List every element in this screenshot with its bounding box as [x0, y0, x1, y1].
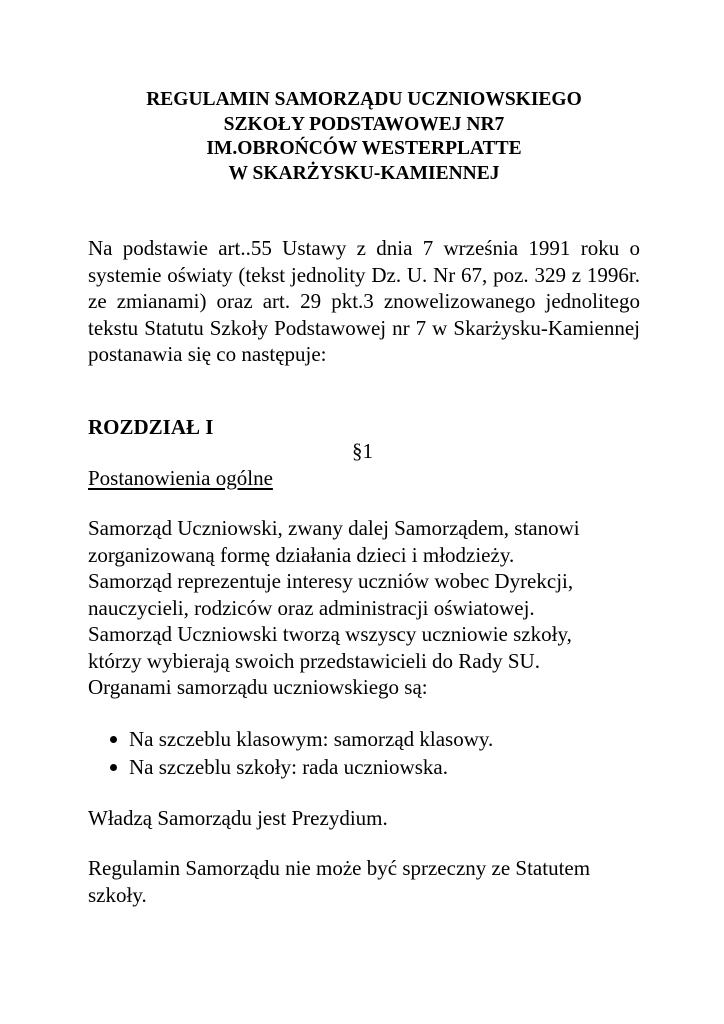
body-paragraph [88, 515, 640, 701]
body-line: Samorząd reprezentuje interesy uczniów wobec Dyrekcji, [88, 569, 574, 593]
closing-paragraph [88, 855, 640, 908]
body-line: Samorząd Uczniowski tworzą wszyscy uczniowie szkoły, [88, 622, 572, 646]
authority-paragraph: Władzą Samorządu jest Prezydium. [88, 805, 388, 830]
closing-line: szkoły. [88, 882, 147, 907]
document-title [88, 88, 640, 186]
body-line: nauczycieli, rodziców oraz administracji oświatowej. [88, 595, 535, 620]
body-line: Samorząd Uczniowski, zwany dalej Samorządem, stanowi [88, 516, 580, 540]
chapter-heading: ROZDZIAŁ I [88, 414, 214, 439]
section-title: Postanowienia ogólne [88, 465, 273, 490]
document-page [88, 88, 640, 908]
bullet-icon [110, 764, 117, 771]
title-line-3: IM.OBROŃCÓW WESTERPLATTE [206, 138, 522, 159]
paragraph-sign: §1 [352, 439, 373, 463]
closing-line: Regulamin Samorządu nie może być sprzeczny ze Statutem [88, 856, 591, 880]
list-item [88, 725, 640, 753]
title-line-2: SZKOŁY PODSTAWOWEJ NR7 [223, 113, 505, 135]
list-item [88, 753, 640, 781]
list-item-text: Na szczeblu szkoły: rada uczniowska. [129, 754, 448, 779]
bullet-icon [110, 736, 117, 743]
list-item-text: Na szczeblu klasowym: samorząd klasowy. [129, 726, 494, 751]
body-line: Organami samorządu uczniowskiego są: [88, 675, 428, 699]
body-line: zorganizowaną formę działania dzieci i młodzieży. [88, 542, 515, 567]
body-line: którzy wybierają swoich przedstawicieli do Rady SU. [88, 648, 540, 673]
organs-list [88, 725, 640, 781]
intro-paragraph: Na podstawie art..55 Ustawy z dnia 7 września 1991 roku o systemie oświaty (tekst jednolity Dz. U. Nr 67, poz. 329 z 1996r. ze zmianami) oraz art. 29 pkt.3 znowelizowanego jednolitego tekstu Statutu Szkoły Podstawowej nr 7 w Skarżysku-Kamiennej postanawia się co następuje: [88, 236, 640, 366]
title-line-1: REGULAMIN SAMORZĄDU UCZNIOWSKIEGO [146, 89, 582, 110]
title-line-4: W SKARŻYSKU-KAMIENNEJ [228, 162, 500, 184]
